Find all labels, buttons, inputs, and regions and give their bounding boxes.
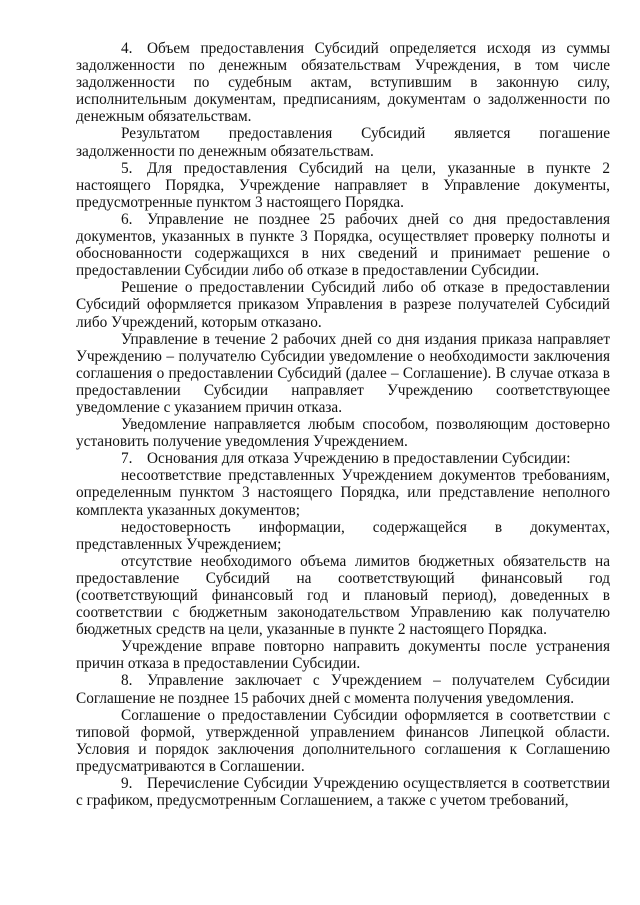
paragraph-refusal-reason-1 bbox=[76, 467, 610, 518]
paragraph-resubmission bbox=[76, 638, 610, 672]
paragraph-refusal-reason-3 bbox=[76, 553, 610, 638]
paragraph-number: 9. bbox=[121, 775, 133, 793]
paragraph-7 bbox=[76, 450, 610, 467]
paragraph-refusal-reason-2 bbox=[76, 519, 610, 553]
paragraph-text: Решение о предоставлении Субсидий либо об отказе в предоставлении Субсидий оформляется приказом Управления в разрезе получателей Субсидий либо Учреждений, которым отказано. bbox=[76, 279, 610, 331]
paragraph-text: Учреждение вправе повторно направить документы после устранения причин отказа в предоставлении Субсидии. bbox=[76, 638, 610, 673]
paragraph-6 bbox=[76, 211, 610, 279]
paragraph-text: Управление заключает с Учреждением – получателем Субсидии Соглашение не позднее 15 рабочих дней с момента получения уведомления. bbox=[76, 672, 610, 707]
paragraph-text: Управление не позднее 25 рабочих дней со дня предоставления документов, указанных в пункте 3 Порядка, осуществляет проверку полноты и обоснованности содержащихся в них сведений и принимает решение о предоставлении Субсидии либо об отказе в предоставлении Субсидии. bbox=[76, 210, 610, 280]
paragraph-8 bbox=[76, 672, 610, 706]
paragraph-text: Объем предоставления Субсидий определяется исходя из суммы задолженности по денежным обязательствам Учреждения, в том числе задолженности по судебным актам, вступившим в законную силу, исполнительным документам, предписаниям, документам о задолженности по денежным обязательствам. bbox=[76, 40, 610, 126]
paragraph-text: Уведомление направляется любым способом, позволяющим достоверно установить получение уведомления Учреждением. bbox=[76, 416, 610, 451]
paragraph-number: 5. bbox=[121, 159, 133, 177]
paragraph-number: 6. bbox=[121, 210, 133, 228]
paragraph-agreement-form bbox=[76, 707, 610, 775]
paragraph-decision bbox=[76, 279, 610, 330]
document-page bbox=[76, 40, 610, 809]
paragraph-5 bbox=[76, 160, 610, 211]
paragraph-number: 4. bbox=[121, 40, 133, 57]
paragraph-notification bbox=[76, 331, 610, 416]
paragraph-text: Результатом предоставления Субсидий является погашение задолженности по денежным обязательствам. bbox=[76, 125, 610, 160]
paragraph-text: несоответствие представленных Учреждением документов требованиям, определенным пунктом 3 настоящего Порядка, или представление неполного комплекта указанных документов; bbox=[76, 467, 610, 519]
paragraph-number: 8. bbox=[121, 672, 133, 690]
paragraph-text: Управление в течение 2 рабочих дней со дня издания приказа направляет Учреждению – получателю Субсидии уведомление о необходимости заключения соглашения о предоставлении Субсидий (далее – Соглашение). В случае отказа в предоставлении Субсидии направляет Учреждению соответствующее уведомление с указанием причин отказа. bbox=[76, 330, 610, 416]
paragraph-4 bbox=[76, 40, 610, 125]
paragraph-text: Для предоставления Субсидий на цели, указанные в пункте 2 настоящего Порядка, Учреждение направляет в Управление документы, предусмотренные пунктом 3 настоящего Порядка. bbox=[76, 159, 610, 211]
paragraph-text: отсутствие необходимого объема лимитов бюджетных обязательств на предоставление Субсидий на соответствующий финансовый год (соответствующий финансовый год и плановый период), доведенных в соответствии с бюджетным законодательством Управлению как получателю бюджетных средств на цели, указанные в пункте 2 настоящего Порядка. bbox=[76, 552, 610, 639]
paragraph-subsidy-result bbox=[76, 125, 610, 159]
paragraph-9 bbox=[76, 775, 610, 809]
paragraph-text: Перечисление Субсидии Учреждению осуществляется в соответствии с графиком, предусмотренным Соглашением, а также с учетом требований, bbox=[76, 775, 610, 810]
paragraph-number: 7. bbox=[121, 450, 133, 468]
paragraph-notification-method bbox=[76, 416, 610, 450]
paragraph-text: Соглашение о предоставлении Субсидии оформляется в соответствии с типовой формой, утвержденной управлением финансов Липецкой области. Условия и порядок заключения дополнительного соглашения к Соглашению предусматриваются в Соглашении. bbox=[76, 706, 610, 775]
paragraph-text: недостоверность информации, содержащейся в документах, представленных Учреждением; bbox=[76, 518, 610, 553]
paragraph-text: Основания для отказа Учреждению в предоставлении Субсидии: bbox=[147, 450, 571, 468]
